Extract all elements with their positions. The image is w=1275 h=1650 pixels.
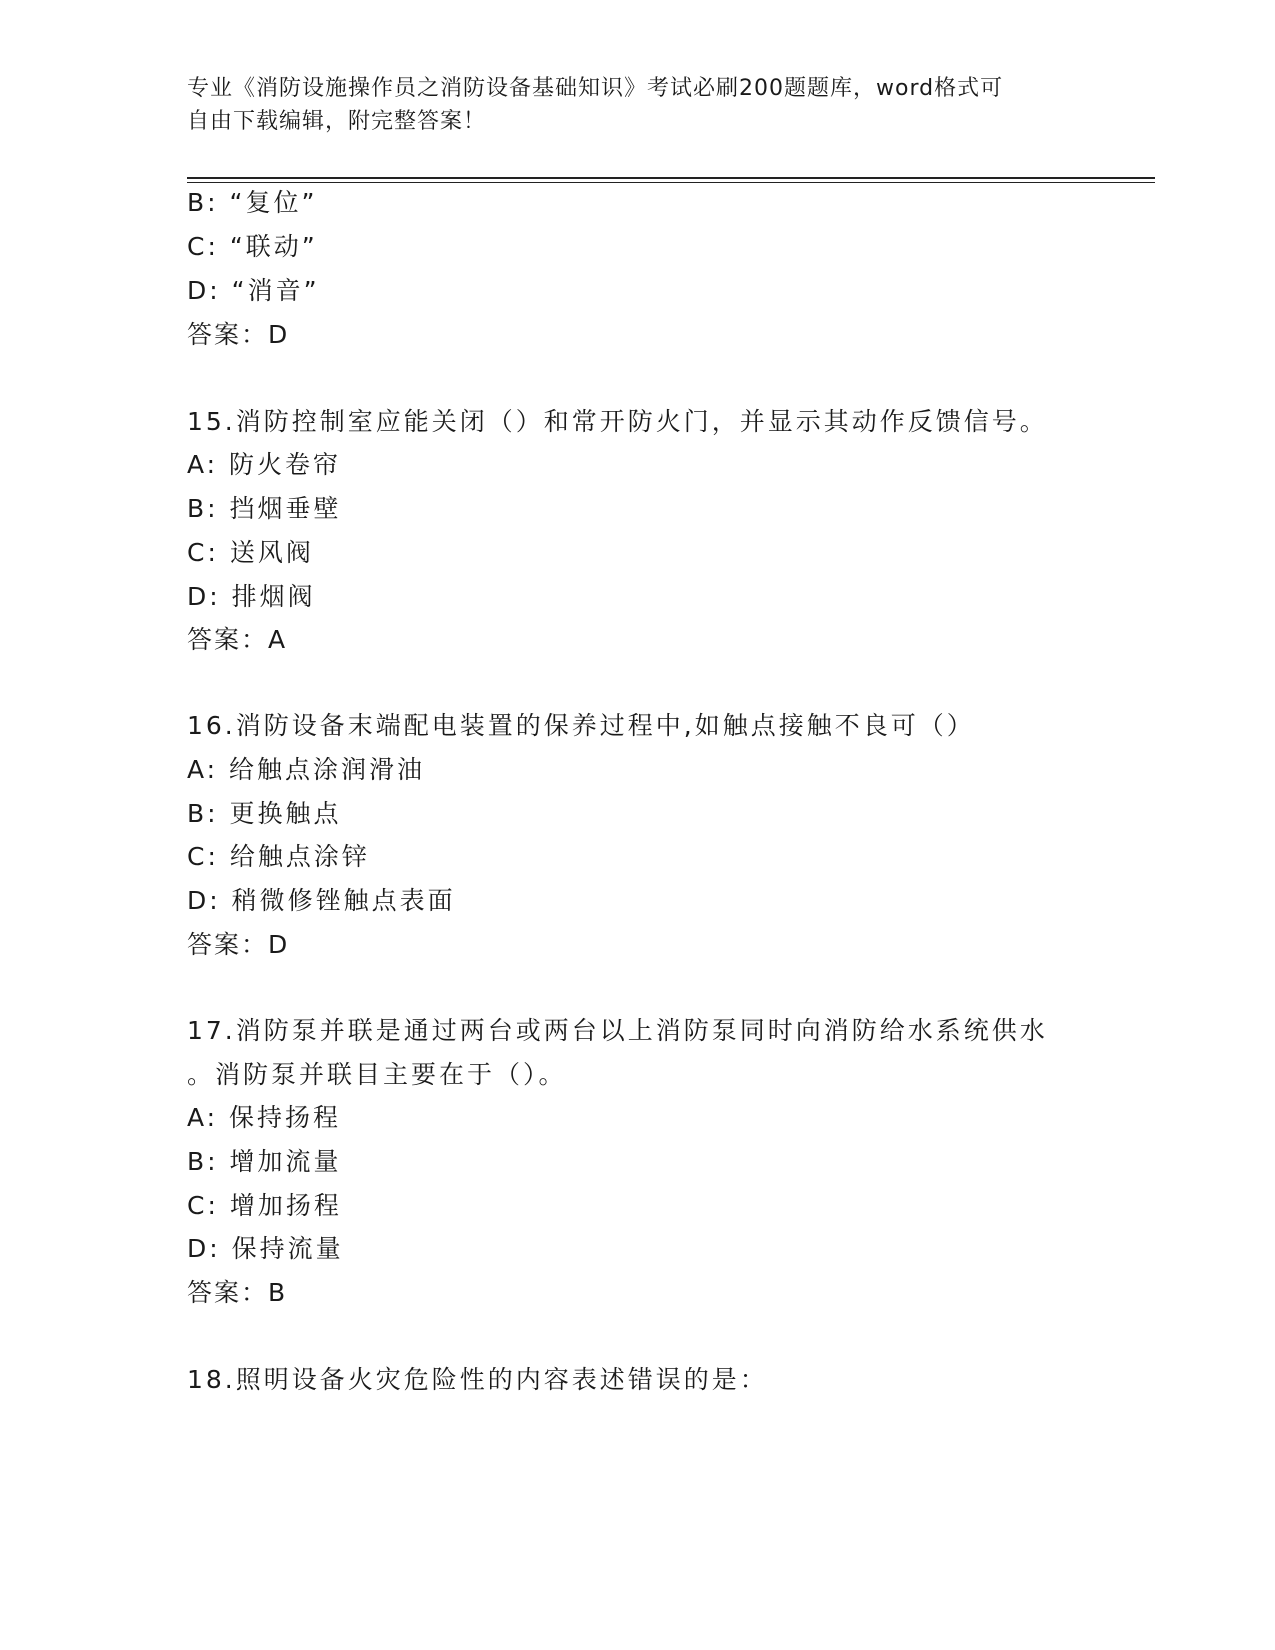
option-a: A: 给触点涂润滑油	[187, 755, 426, 784]
question-stem: 15.消防控制室应能关闭（）和常开防火门，并显示其动作反馈信号。	[187, 407, 1048, 436]
answer-label: 答案：B	[187, 1278, 288, 1307]
option-a: A: 防火卷帘	[187, 450, 342, 479]
option-a: A: 保持扬程	[187, 1103, 342, 1132]
question-stem-line-2: 。消防泵并联目主要在于（）。	[187, 1060, 567, 1089]
option-d: D: 稍微修锉触点表面	[187, 886, 456, 915]
header-line-1: 专业《消防设施操作员之消防设备基础知识》考试必刷200题题库，word格式可	[187, 76, 1004, 101]
option-c: C: “联动”	[187, 232, 318, 261]
option-c: C: 给触点涂锌	[187, 842, 370, 871]
option-d: D: 排烟阀	[187, 582, 316, 611]
answer-label: 答案：A	[187, 625, 288, 654]
question-stem: 18.照明设备火灾危险性的内容表述错误的是：	[187, 1365, 768, 1394]
answer-label: 答案：D	[187, 930, 290, 959]
option-c: C: 增加扬程	[187, 1191, 342, 1220]
option-b: B: 挡烟垂壁	[187, 494, 342, 523]
option-c: C: 送风阀	[187, 538, 314, 567]
option-b: B: 增加流量	[187, 1147, 342, 1176]
question-stem-line-1: 17.消防泵并联是通过两台或两台以上消防泵同时向消防给水系统供水	[187, 1016, 1048, 1045]
option-d: D: 保持流量	[187, 1234, 344, 1263]
option-d: D: “消音”	[187, 276, 320, 305]
option-b: B: “复位”	[187, 188, 318, 217]
option-b: B: 更换触点	[187, 799, 342, 828]
header-line-2: 自由下载编辑，附完整答案！	[187, 109, 487, 134]
document-header	[187, 72, 1087, 138]
answer-label: 答案：D	[187, 320, 290, 349]
question-stem: 16.消防设备末端配电装置的保养过程中,如触点接触不良可（）	[187, 711, 975, 740]
header-divider	[187, 177, 1155, 183]
